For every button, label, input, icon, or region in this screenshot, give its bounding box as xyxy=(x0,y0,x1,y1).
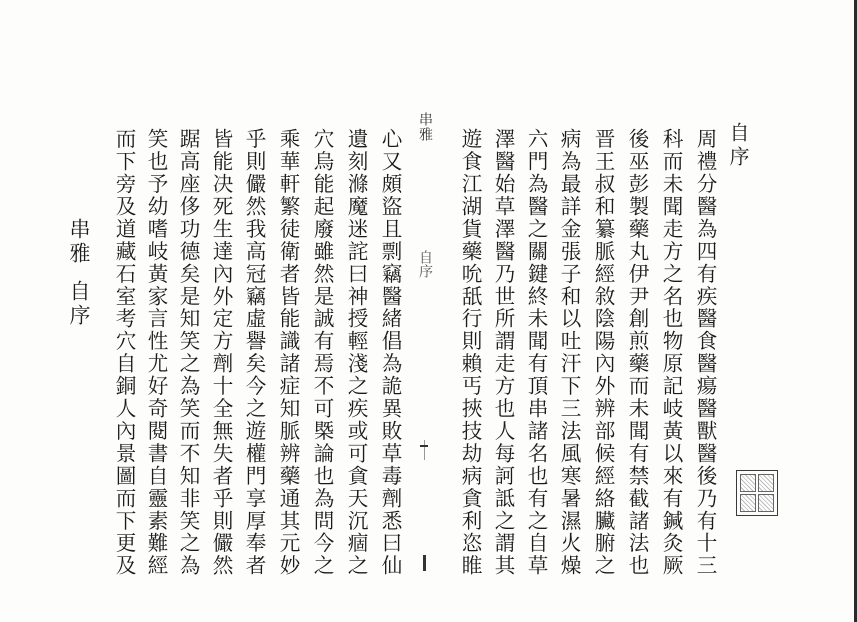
text-column: 乎則儼然我高冠竊虛譽矣今之遊權門享厚奉者 xyxy=(242,128,266,577)
text-column: 科而未聞走方之名也物原記岐黃以來有鍼灸厥 xyxy=(659,128,683,577)
text-column: 心又頗盜且剽竊醫緒倡為詭異敗草毒劑悉曰仙 xyxy=(378,128,402,577)
text-column: 周禮分醫為四有疾醫食醫瘍醫獸醫後乃有十三 xyxy=(693,128,717,577)
fold-line-mark xyxy=(424,440,425,460)
text-column: 晋王叔和纂脈經敘陰陽內外辨部候經絡臟腑之 xyxy=(591,128,615,577)
text-column: 穴烏能起廢雖然是誠有焉不可槩論也為問今之 xyxy=(310,128,334,577)
margin-book-title: 串雅 xyxy=(417,112,433,142)
footer-section-title: 自序 xyxy=(67,280,91,328)
text-column: 乘華軒繁徒衛者皆能識諸症知脈辨藥通其元妙 xyxy=(276,128,300,577)
footer-label xyxy=(62,218,96,328)
text-column: 遺刻滌魔迷詫曰神授輕淺之疾或可貪天沉痼之 xyxy=(344,128,368,577)
text-column: 而下旁及道藏石室考穴自銅人內景圖而下更及 xyxy=(112,128,136,577)
ink-mark xyxy=(420,445,428,447)
text-column: 病為最詳金張子和以吐汗下三法風寒暑濕火燥 xyxy=(557,128,581,577)
collector-seal-stamp xyxy=(736,470,778,516)
text-column: 遊食江湖貨藥吮舐行則賴丐挾技劫病貪利恣睢 xyxy=(458,128,482,577)
preface-heading: 自序 xyxy=(726,122,750,170)
text-column: 六門為醫之關鍵終未聞有頂串諸名也有之自草 xyxy=(524,128,548,577)
margin-page-label: 自序 xyxy=(417,250,433,278)
text-column: 皆能决死生達內外定方劑十全無失者乎則儼然 xyxy=(209,128,233,577)
text-column: 後巫彭製藥丸伊尹創煎藥而未聞有禁截諸法也 xyxy=(625,128,649,577)
footer-book-title: 串雅 xyxy=(67,218,91,266)
text-column: 澤醫始草澤醫乃世所謂走方也人每訶詆之謂其 xyxy=(491,128,515,577)
text-column: 笑也予幼嗜岐黃家言性尤好奇閱書自靈素難經 xyxy=(144,128,168,577)
text-column: 踞高座侈功德矣是知笑之為笑而不知非笑之為 xyxy=(176,128,200,577)
ink-mark xyxy=(423,555,426,571)
